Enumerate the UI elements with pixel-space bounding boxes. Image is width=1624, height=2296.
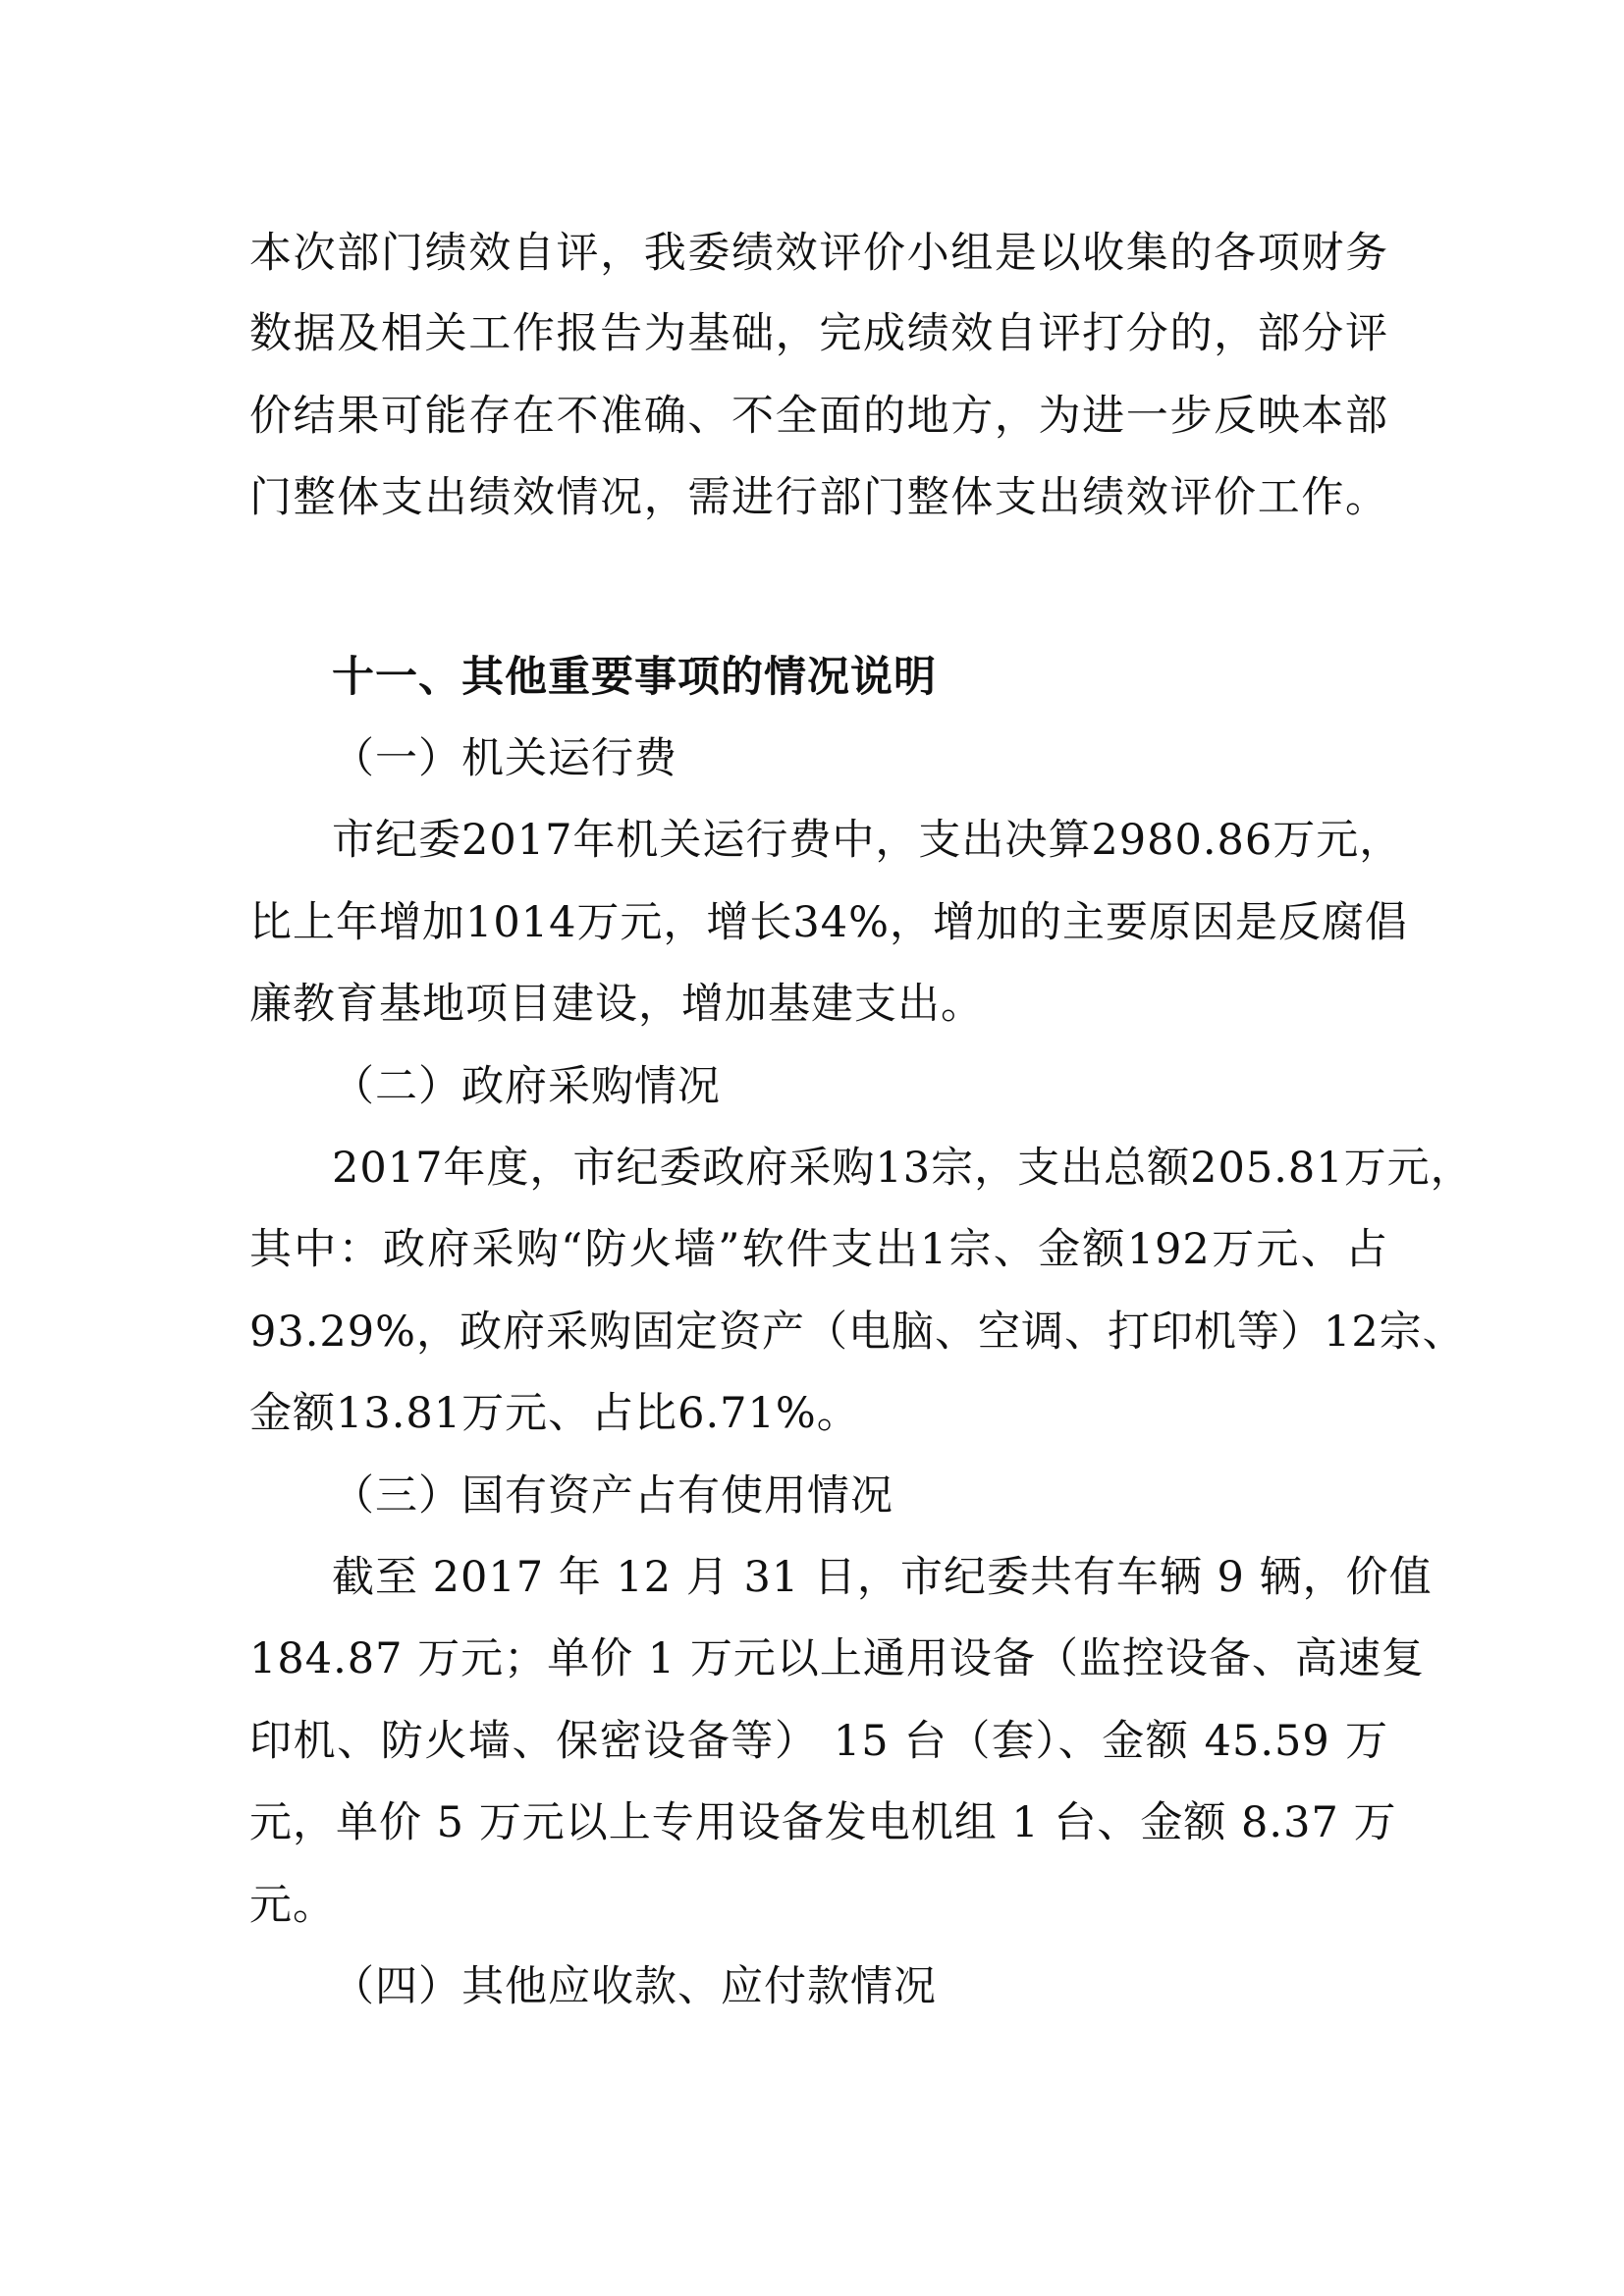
sub2-line-1: 2017年度，市纪委政府采购13宗，支出总额205.81万元， xyxy=(332,1144,1474,1193)
subsection-title-2: （二）政府采购情况 xyxy=(332,1062,721,1111)
sub2-line-4: 金额13.81万元、占比6.71%。 xyxy=(249,1389,860,1438)
intro-line-3: 价结果可能存在不准确、不全面的地方，为进一步反映本部 xyxy=(249,392,1388,441)
intro-line-4: 门整体支出绩效情况，需进行部门整体支出绩效评价工作。 xyxy=(249,473,1388,522)
sub1-line-1: 市纪委2017年机关运行费中，支出决算2980.86万元， xyxy=(332,816,1403,865)
subsection-title-1: （一）机关运行费 xyxy=(332,734,677,783)
sub2-line-2: 其中：政府采购“防火墙”软件支出1宗、金额192万元、占 xyxy=(249,1225,1388,1274)
section-heading: 十一、其他重要事项的情况说明 xyxy=(332,653,937,702)
subsection-title-3: （三）国有资产占有使用情况 xyxy=(332,1471,893,1521)
sub3-line-2: 184.87 万元；单价 1 万元以上通用设备（监控设备、高速复 xyxy=(249,1634,1425,1683)
sub3-line-5: 元。 xyxy=(249,1881,336,1930)
sub1-line-2: 比上年增加1014万元，增长34%，增加的主要原因是反腐倡 xyxy=(249,898,1409,947)
sub3-line-4: 元，单价 5 万元以上专用设备发电机组 1 台、金额 8.37 万 xyxy=(249,1798,1397,1847)
sub1-line-3: 廉教育基地项目建设，增加基建支出。 xyxy=(249,980,984,1029)
intro-line-2: 数据及相关工作报告为基础，完成绩效自评打分的，部分评 xyxy=(249,309,1388,358)
sub2-line-3: 93.29%，政府采购固定资产（电脑、空调、打印机等）12宗、 xyxy=(249,1308,1466,1357)
subsection-title-4: （四）其他应收款、应付款情况 xyxy=(332,1962,937,2011)
sub3-line-3: 印机、防火墙、保密设备等） 15 台（套）、金额 45.59 万 xyxy=(249,1717,1388,1766)
intro-line-1: 本次部门绩效自评，我委绩效评价小组是以收集的各项财务 xyxy=(249,229,1388,278)
sub3-line-1: 截至 2017 年 12 月 31 日，市纪委共有车辆 9 辆，价值 xyxy=(332,1553,1433,1602)
